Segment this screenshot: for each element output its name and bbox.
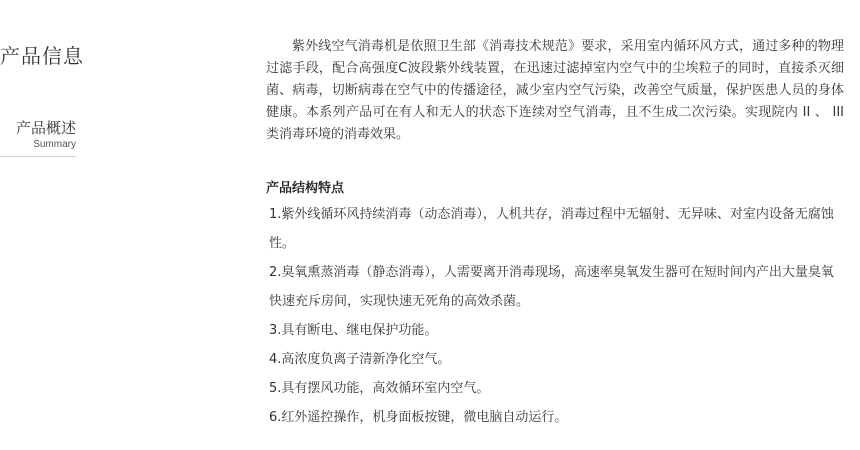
feature-item: 4.高浓度负离子清新净化空气。 xyxy=(269,352,451,367)
intro-paragraph: 紫外线空气消毒机是依照卫生部《消毒技术规范》要求，采用室内循环风方式，通过多种的物理过滤手段，配合高强度C波段紫外线装置，在迅速过滤掉室内空气中的尘埃粒子的同时，直接杀灭细菌、病毒，切断病毒在空气中的传播途径，减少室内空气污染，改善空气质量，保护医患人员的身体健康。本系列产品可在有人和无人的状态下连续对空气消毒，且不生成二次污染。实现院内 II 、 III 类消毒环境的消毒效果。 xyxy=(266,39,844,142)
sidebar-item-summary[interactable] xyxy=(0,118,76,157)
features-heading: 产品结构特点 xyxy=(266,181,345,196)
feature-item: 6.红外遥控操作，机身面板按键，微电脑自动运行。 xyxy=(269,410,568,425)
feature-item: 2.臭氧熏蒸消毒（静态消毒），人需要离开消毒现场，高速率臭氧发生器可在短时间内产出大量臭氧快速充斥房间，实现快速无死角的高效杀菌。 xyxy=(269,265,834,309)
feature-item: 5.具有摆风功能，高效循环室内空气。 xyxy=(269,381,490,396)
feature-item: 3.具有断电、继电保护功能。 xyxy=(269,323,438,338)
sidebar-item-sublabel: Summary xyxy=(33,139,76,150)
product-content xyxy=(266,36,844,432)
section-title: 产品信息 xyxy=(0,44,84,68)
sidebar-item-label: 产品概述 xyxy=(15,119,76,137)
feature-item: 1.紫外线循环风持续消毒（动态消毒），人机共存，消毒过程中无辐射、无异味、对室内设备无腐蚀性。 xyxy=(269,207,834,251)
features-list xyxy=(266,200,844,432)
